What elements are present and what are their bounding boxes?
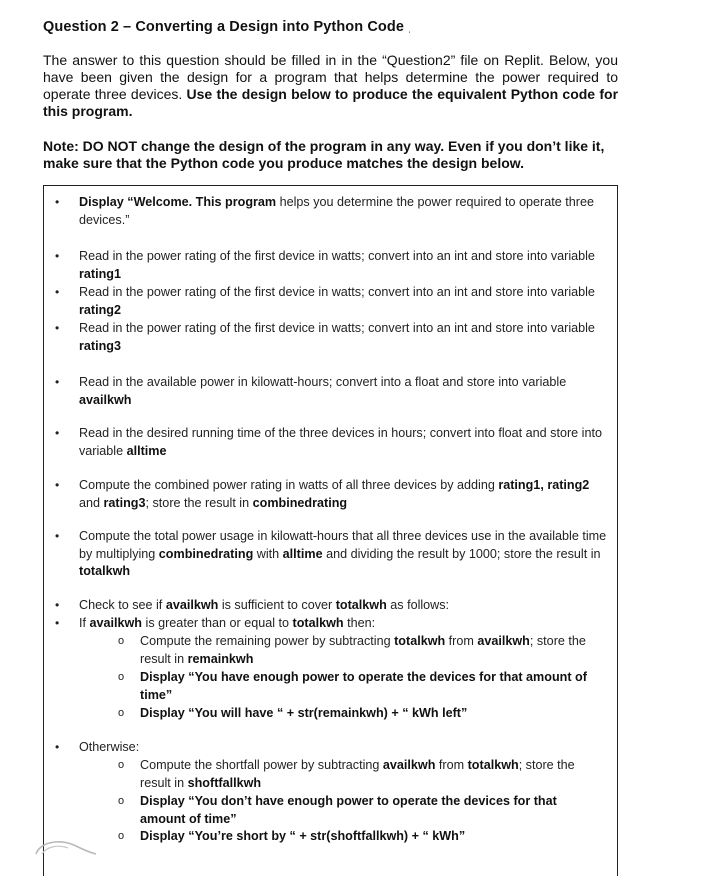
bullet: • xyxy=(55,598,60,612)
bullet: • xyxy=(55,195,60,209)
sub-bullet: o xyxy=(118,830,125,842)
bullet: • xyxy=(55,478,60,492)
intro-paragraph: The answer to this question should be filled in in the “Question2” file on Replit. Below, you have been given the design for a program that helps determine the power required to operate three devices. Use the design below to produce the equivalent Python code for this program. xyxy=(43,52,619,119)
bullet: • xyxy=(55,249,60,263)
design-box: • Display “Welcome. This program helps you determine the power required to operate three devices.” • Read in the power rating of the first device in watts; convert into an int and store into variable rating1 • Read in the power rating of the first device in watts; convert into an int and store into variable rating2 • Read in the power rating of the first device in watts; convert into an int and store into variable rating3 • Read in the available power in kilowatt-hours; convert into a float and store into variable availkwh • Read in the desired running time of the three devices in hours; convert into float and store into variable alltime • Compute the combined power rating in watts of all three devices by adding rating1, rating2 and rating3; store the result in combinedrating • Compute the total power usage in kilowatt-hours that all three devices use in the available time by multiplying combinedrating with alltime and dividing the result by 1000; store the result in totalkwh • Check to see if availkwh is sufficient to cover totalkwh as follows: • If availkwh is greater than or equal to totalkwh then: o Compute the remaining power by subtracting totalkwh from availkwh; store the result in remainkwh o Display “You have enough power to operate the devices for that amount of time” o Display “You will have “ + str(remainkwh) + “ kWh left” • Otherwise: o Compute the shortfall power by subtracting availkwh from totalkwh; store the result in shoftfallkwh o Display “You don’t have enough power to operate the devices for that amount of time” o Display “You’re short by “ + str(shoftfallkwh) + “ kWh” xyxy=(43,185,618,876)
note-paragraph: Note: DO NOT change the design of the program in any way. Even if you don’t like it, make sure that the Python code you produce matches the design below. xyxy=(43,138,605,171)
bullet: • xyxy=(55,375,60,389)
intro-instruction: Use the design below to produce the equivalent Python code for this program. xyxy=(43,86,619,119)
bullet: • xyxy=(55,740,60,754)
sub-bullet: o xyxy=(118,635,125,647)
heading-mark: ˌ xyxy=(408,23,412,34)
bullet: • xyxy=(55,285,60,299)
bullet: • xyxy=(55,426,60,440)
sub-bullet: o xyxy=(118,671,125,683)
bullet: • xyxy=(55,616,60,630)
question-heading: Question 2 – Converting a Design into Python Code ˌ xyxy=(43,19,412,35)
bullet: • xyxy=(55,321,60,335)
sub-bullet: o xyxy=(118,795,125,807)
sub-bullet: o xyxy=(118,759,125,771)
sub-bullet: o xyxy=(118,707,125,719)
pen-scribble-icon xyxy=(30,836,110,855)
bullet: • xyxy=(55,529,60,543)
